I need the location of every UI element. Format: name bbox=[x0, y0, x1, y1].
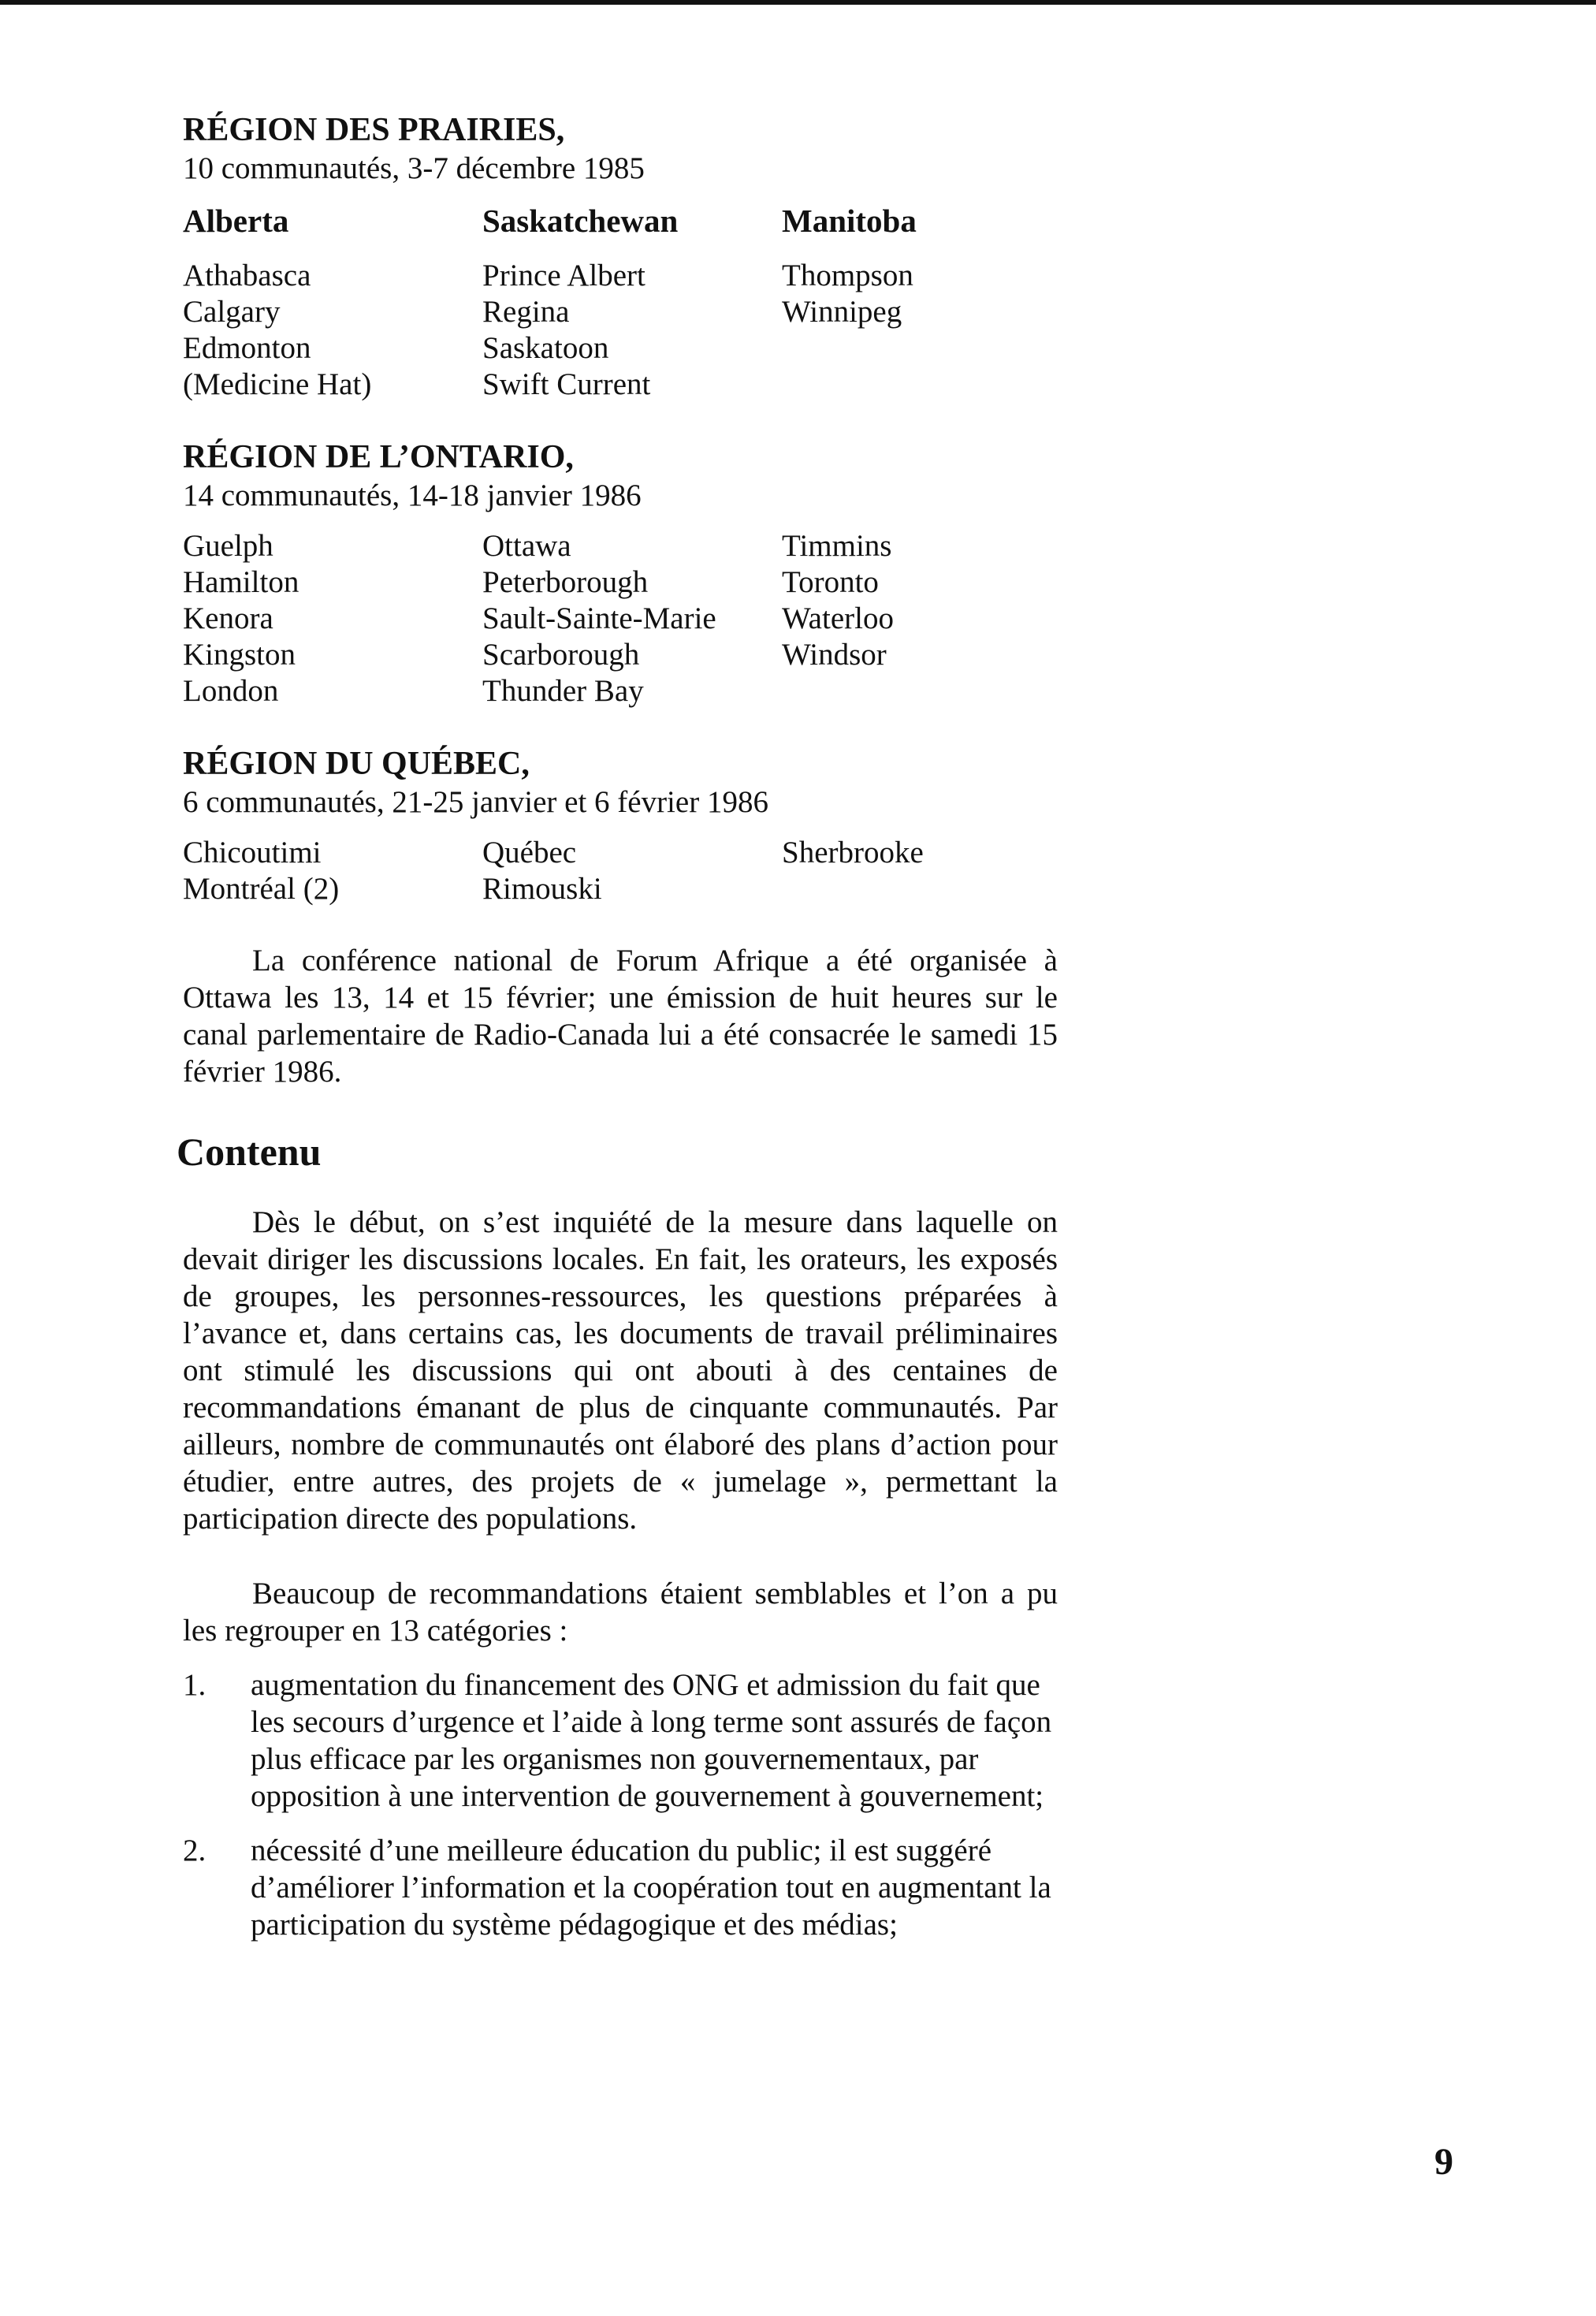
list-item-text: augmentation du financement des ONG et admission du fait que les secours d’urgence et l’aide à long terme sont assurés de façon plus efficace par les organismes non gouvernementaux, par opposition à une intervention de gouvernement à gouvernement; bbox=[251, 1668, 1052, 1813]
community-name: Timmins bbox=[782, 529, 892, 563]
community-column bbox=[183, 528, 482, 709]
community-column bbox=[183, 835, 482, 907]
community-column bbox=[482, 201, 782, 403]
content-paragraph-2: Beaucoup de recommandations étaient semblables et l’on a pu les regrouper en 13 catégories : bbox=[183, 1577, 1058, 1648]
community-name: Winnipeg bbox=[782, 295, 902, 329]
community-name: London bbox=[183, 674, 279, 708]
community-name: Athabasca bbox=[183, 259, 311, 292]
community-name: Sherbrooke bbox=[782, 836, 924, 869]
community-name: Saskatoon bbox=[482, 331, 609, 365]
community-name: (Medicine Hat) bbox=[183, 367, 372, 401]
community-column bbox=[782, 835, 1073, 907]
community-name: Waterloo bbox=[782, 601, 894, 635]
list-item bbox=[183, 1666, 1073, 1815]
community-name: Scarborough bbox=[482, 638, 640, 672]
region-title: RÉGION DES PRAIRIES, bbox=[183, 112, 565, 148]
community-name: Regina bbox=[482, 295, 570, 329]
region-block bbox=[183, 438, 1073, 709]
community-column bbox=[782, 201, 1073, 403]
region-subtitle: 6 communautés, 21-25 janvier et 6 février 1986 bbox=[183, 785, 768, 819]
community-name: Guelph bbox=[183, 529, 273, 563]
province-header: Manitoba bbox=[782, 203, 917, 239]
intro-paragraph: La conférence national de Forum Afrique a été organisée à Ottawa les 13, 14 et 15 février; une émission de huit heures sur le canal parlementaire de Radio-Canada lui a été consacrée le samedi 15 février 1986. bbox=[183, 944, 1058, 1089]
region-subtitle: 10 communautés, 3-7 décembre 1985 bbox=[183, 151, 645, 185]
region-title: RÉGION DU QUÉBEC, bbox=[183, 746, 530, 782]
community-column bbox=[482, 528, 782, 709]
community-name: Swift Current bbox=[482, 367, 651, 401]
community-name: Thunder Bay bbox=[482, 674, 644, 708]
list-item-text: nécessité d’une meilleure éducation du public; il est suggéré d’améliorer l’information et la coopération tout en augmentant la participation du système pédagogique et des médias; bbox=[251, 1834, 1051, 1942]
regions-container bbox=[183, 110, 1073, 907]
community-columns bbox=[183, 835, 1073, 907]
section-heading: Contenu bbox=[177, 1130, 322, 1174]
province-header: Alberta bbox=[183, 203, 289, 239]
list-item-number: 2. bbox=[183, 1834, 206, 1867]
page-content bbox=[177, 110, 1073, 1960]
region-block bbox=[183, 110, 1073, 403]
community-columns bbox=[183, 201, 1073, 403]
region-block bbox=[183, 744, 1073, 907]
community-column bbox=[183, 201, 482, 403]
community-name: Toronto bbox=[782, 565, 879, 599]
community-name: Prince Albert bbox=[482, 259, 645, 292]
community-name: Québec bbox=[482, 836, 577, 869]
content-paragraph-1: Dès le début, on s’est inquiété de la mesure dans laquelle on devait diriger les discussions locales. En fait, les orateurs, les exposés de groupes, les personnes-ressources, les questions préparées à l’avance et, dans certains cas, les documents de travail préliminaires ont stimulé les discussions qui ont abouti à des centaines de recommandations émanant de plus de cinquante communautés. Par ailleurs, nombre de communautés ont élaboré des plans d’action pour étudier, entre autres, des projets de « jumelage », permettant la participation directe des populations. bbox=[183, 1205, 1058, 1536]
community-name: Rimouski bbox=[482, 872, 602, 906]
community-name: Montréal (2) bbox=[183, 872, 340, 906]
community-name: Ottawa bbox=[482, 529, 571, 563]
page-number: 9 bbox=[1434, 2141, 1453, 2183]
region-subtitle: 14 communautés, 14-18 janvier 1986 bbox=[183, 478, 642, 512]
region-title: RÉGION DE L’ONTARIO, bbox=[183, 439, 574, 475]
recommendation-list bbox=[183, 1666, 1073, 1943]
community-name: Thompson bbox=[782, 259, 913, 292]
community-name: Windsor bbox=[782, 638, 887, 672]
community-name: Calgary bbox=[183, 295, 281, 329]
community-column bbox=[482, 835, 782, 907]
list-item bbox=[183, 1832, 1073, 1943]
community-name: Hamilton bbox=[183, 565, 299, 599]
community-name: Kingston bbox=[183, 638, 296, 672]
community-name: Chicoutimi bbox=[183, 836, 322, 869]
province-header: Saskatchewan bbox=[482, 203, 679, 239]
community-name: Sault-Sainte-Marie bbox=[482, 601, 716, 635]
community-columns bbox=[183, 528, 1073, 709]
community-name: Peterborough bbox=[482, 565, 649, 599]
community-column bbox=[782, 528, 1073, 709]
list-item-number: 1. bbox=[183, 1668, 206, 1702]
community-name: Edmonton bbox=[183, 331, 311, 365]
page-top-border bbox=[0, 0, 1596, 5]
community-name: Kenora bbox=[183, 601, 273, 635]
